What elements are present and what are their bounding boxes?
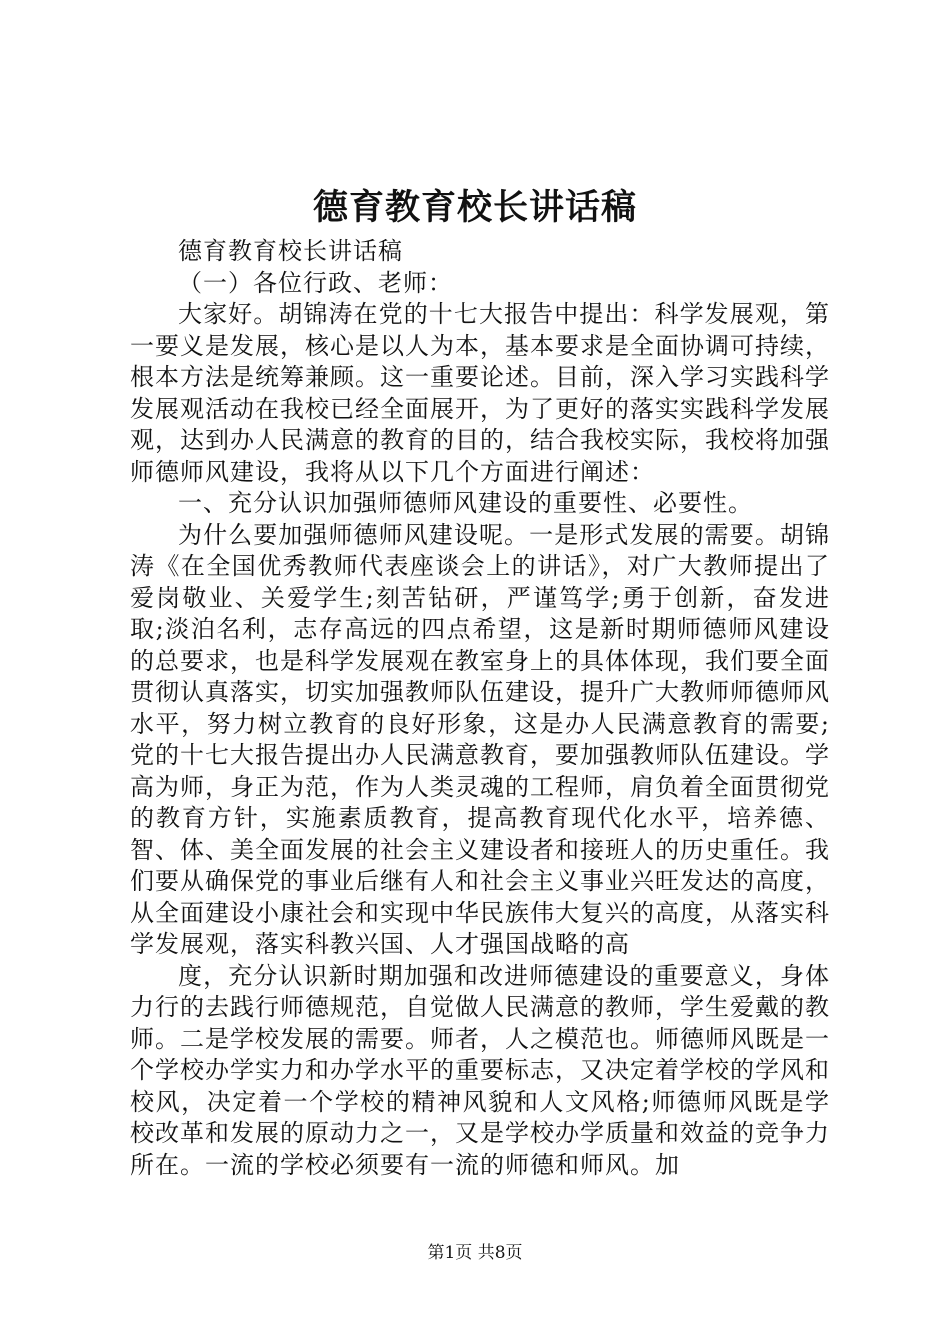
- section-heading-paragraph: 一、充分认识加强师德师风建设的重要性、必要性。: [178, 489, 753, 517]
- body-paragraph: 度，充分认识新时期加强和改进师德建设的重要意义，身体力行的去践行师德规范，自觉做人民满意的教师，学生爱戴的教师。二是学校发展的需要。师者，人之模范也。师德师风既是一个学校办学实力和办学水平的重要标志，又决定着学校的学风和校风，决定着一个学校的精神风貌和人文风格;师德师风既是学校改革和发展的原动力之一，又是学校办学质量和效益的竞争力所在。一流的学校必须要有一流的师德和师风。加: [130, 961, 830, 1179]
- document-body: [130, 236, 830, 1181]
- body-paragraph: 为什么要加强师德师风建设呢。一是形式发展的需要。胡锦涛《在全国优秀教师代表座谈会上的讲话》，对广大教师提出了爱岗敬业、关爱学生;刻苦钻研，严谨笃学;勇于创新，奋发进取;淡泊名利，志存高远的四点希望，这是新时期师德师风建设的总要求，也是科学发展观在教室身上的具体体现，我们要全面贯彻认真落实，切实加强教师队伍建设，提升广大教师师德师风水平，努力树立教育的良好形象，这是办人民满意教育的需要;党的十七大报告提出办人民满意教育，要加强教师队伍建设。学高为师，身正为范，作为人类灵魂的工程师，肩负着全面贯彻党的教育方针，实施素质教育，提高教育现代化水平，培养德、智、体、美全面发展的社会主义建设者和接班人的历史重任。我们要从确保党的事业后继有人和社会主义事业兴旺发达的高度，从全面建设小康社会和实现中华民族伟大复兴的高度，从落实科学发展观，落实科教兴国、人才强国战略的高: [130, 520, 830, 958]
- salutation-paragraph: （一）各位行政、老师：: [178, 268, 453, 297]
- page-number-footer: 第1页 共8页: [427, 1243, 523, 1263]
- greeting-paragraph: 大家好。胡锦涛在党的十七大报告中提出：科学发展观，第一要义是发展，核心是以人为本，基本要求是全面协调可持续，根本方法是统筹兼顾。这一重要论述。目前，深入学习实践科学发展观活动在我校已经全面展开，为了更好的落实实践科学发展观，达到办人民满意的教育的目的，结合我校实际，我校将加强师德师风建设，我将从以下几个方面进行阐述：: [130, 300, 830, 486]
- document-title: 德育教育校长讲话稿: [312, 187, 637, 228]
- body-heading-paragraph: 德育教育校长讲话稿: [178, 237, 403, 265]
